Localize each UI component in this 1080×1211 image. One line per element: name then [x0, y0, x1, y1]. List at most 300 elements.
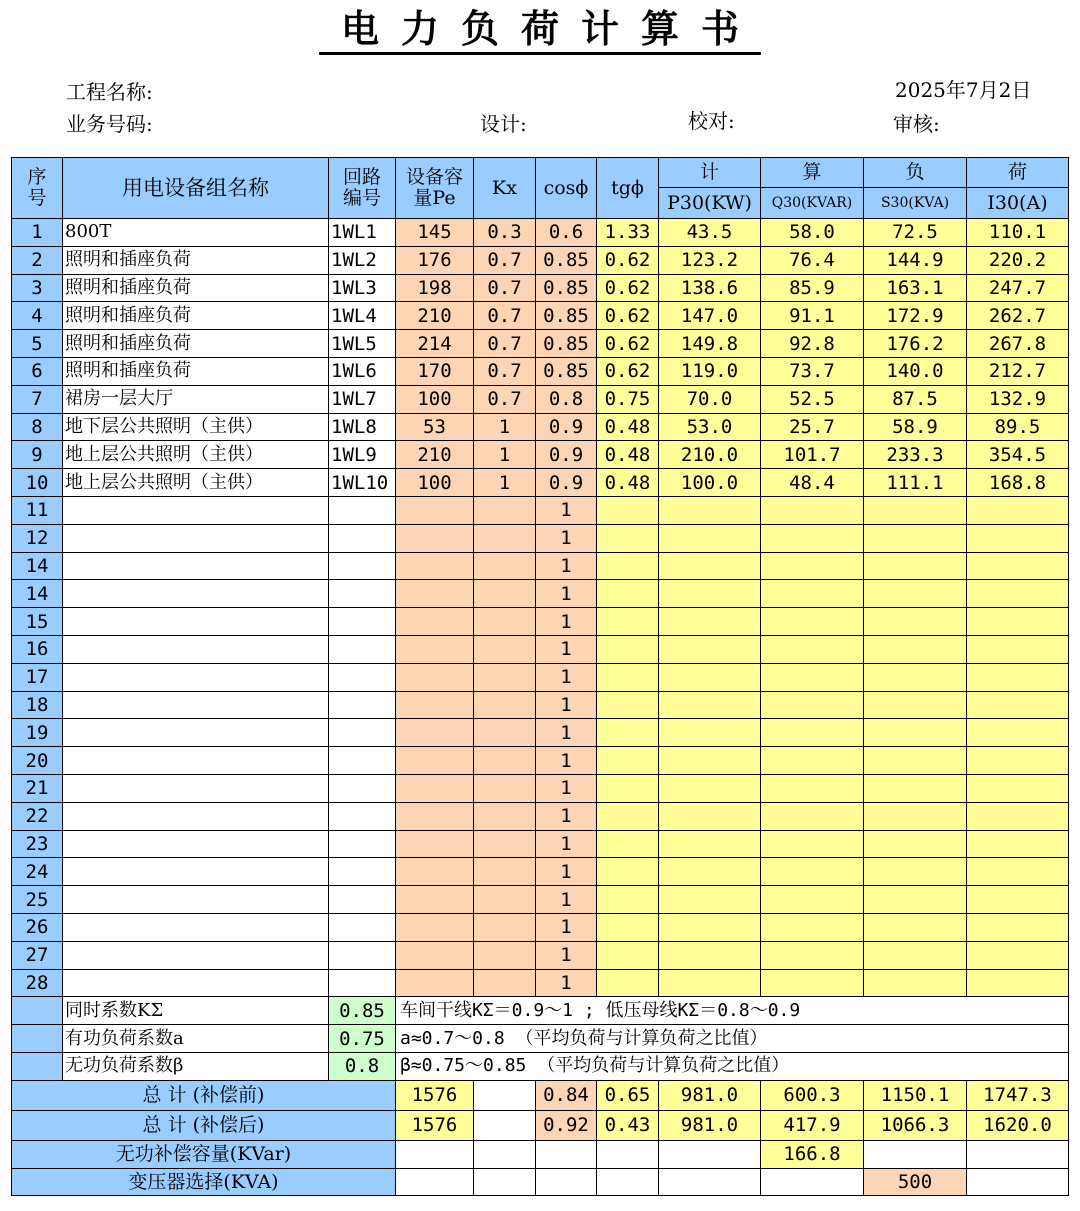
coef-value-alpha: 0.75: [329, 1025, 396, 1053]
cell-q30: [761, 552, 864, 580]
cell-tg: 0.62: [597, 302, 659, 330]
cell-tg: 0.48: [597, 413, 659, 441]
coef-note-beta: β≈0.75～0.85 （平均负荷与计算负荷之比值）: [396, 1052, 1069, 1080]
cell-circuit: [329, 858, 396, 886]
total-after-kx: [474, 1110, 536, 1140]
empty-cell: [761, 1168, 864, 1196]
cell-kx: [474, 747, 536, 775]
cell-kx: [474, 913, 536, 941]
col-header-calc-4: 荷: [967, 158, 1069, 188]
cell-tg: [597, 941, 659, 969]
cell-seq: 2: [12, 246, 63, 274]
total-after-p30: 981.0: [659, 1110, 761, 1140]
cell-cos: 1: [536, 663, 597, 691]
cell-circuit: [329, 913, 396, 941]
cell-kx: [474, 635, 536, 663]
cell-q30: [761, 830, 864, 858]
cell-tg: [597, 691, 659, 719]
table-row: [12, 330, 1069, 358]
cell-q30: [761, 719, 864, 747]
cell-s30: [864, 663, 967, 691]
table-row: [12, 858, 1069, 886]
cell-cos: 1: [536, 830, 597, 858]
cell-seq: 11: [12, 496, 63, 524]
cell-tg: 0.48: [597, 469, 659, 497]
table-row: [12, 941, 1069, 969]
cell-q30: [761, 663, 864, 691]
cell-circuit: 1WL4: [329, 302, 396, 330]
cell-name: [63, 747, 329, 775]
cell-pe: [396, 969, 474, 997]
cell-circuit: [329, 608, 396, 636]
cell-q30: 73.7: [761, 357, 864, 385]
cell-i30: 354.5: [967, 441, 1069, 469]
cell-kx: [474, 969, 536, 997]
cell-tg: [597, 886, 659, 914]
cell-seq: 24: [12, 858, 63, 886]
empty-cell: [474, 1140, 536, 1168]
cell-i30: [967, 830, 1069, 858]
transformer-label: 变压器选择(KVA): [12, 1168, 396, 1196]
cell-q30: [761, 747, 864, 775]
total-after-q30: 417.9: [761, 1110, 864, 1140]
cell-kx: [474, 886, 536, 914]
cell-seq: 20: [12, 747, 63, 775]
cell-p30: [659, 913, 761, 941]
cell-pe: [396, 774, 474, 802]
compensation-value: 166.8: [761, 1140, 864, 1168]
cell-s30: [864, 691, 967, 719]
cell-cos: 0.9: [536, 413, 597, 441]
cell-s30: [864, 552, 967, 580]
cell-circuit: [329, 719, 396, 747]
empty-cell: [659, 1168, 761, 1196]
cell-q30: 85.9: [761, 274, 864, 302]
cell-s30: [864, 608, 967, 636]
total-after-tg: 0.43: [597, 1110, 659, 1140]
cell-s30: [864, 886, 967, 914]
cell-seq: 25: [12, 886, 63, 914]
cell-kx: [474, 663, 536, 691]
cell-p30: 100.0: [659, 469, 761, 497]
cell-cos: 0.6: [536, 219, 597, 247]
cell-p30: [659, 719, 761, 747]
cell-pe: 198: [396, 274, 474, 302]
cell-tg: [597, 608, 659, 636]
cell-i30: 168.8: [967, 469, 1069, 497]
cell-p30: [659, 552, 761, 580]
total-before-label: 总 计 (补偿前): [12, 1080, 396, 1110]
cell-p30: [659, 830, 761, 858]
cell-pe: [396, 663, 474, 691]
cell-cos: 1: [536, 774, 597, 802]
cell-circuit: 1WL10: [329, 469, 396, 497]
cell-name: [63, 496, 329, 524]
cell-i30: [967, 747, 1069, 775]
cell-seq: 16: [12, 635, 63, 663]
cell-tg: [597, 496, 659, 524]
cell-name: [63, 635, 329, 663]
cell-name: [63, 774, 329, 802]
cell-pe: [396, 524, 474, 552]
cell-pe: [396, 858, 474, 886]
table-row: [12, 246, 1069, 274]
cell-pe: [396, 913, 474, 941]
title-text: 电力负荷计算书: [319, 6, 761, 55]
table-row: [12, 496, 1069, 524]
cell-i30: [967, 691, 1069, 719]
cell-q30: [761, 496, 864, 524]
cell-i30: [967, 496, 1069, 524]
total-before-p30: 981.0: [659, 1080, 761, 1110]
cell-q30: [761, 691, 864, 719]
cell-seq: 26: [12, 913, 63, 941]
empty-cell: [536, 1140, 597, 1168]
cell-seq: 12: [12, 524, 63, 552]
empty-cell: [597, 1168, 659, 1196]
cell-cos: 1: [536, 941, 597, 969]
cell-pe: [396, 635, 474, 663]
cell-i30: [967, 524, 1069, 552]
cell-circuit: [329, 969, 396, 997]
cell-p30: [659, 663, 761, 691]
page-title: [0, 6, 1080, 55]
cell-i30: 110.1: [967, 219, 1069, 247]
coef-value-beta: 0.8: [329, 1052, 396, 1080]
cell-i30: 267.8: [967, 330, 1069, 358]
cell-name: [63, 858, 329, 886]
cell-kx: [474, 719, 536, 747]
cell-tg: [597, 524, 659, 552]
empty-cell: [536, 1168, 597, 1196]
col-header-s30: S30(KVA): [864, 188, 967, 219]
cell-kx: [474, 941, 536, 969]
cell-seq: 10: [12, 469, 63, 497]
cell-s30: [864, 858, 967, 886]
cell-q30: 91.1: [761, 302, 864, 330]
cell-pe: 214: [396, 330, 474, 358]
cell-cos: 1: [536, 913, 597, 941]
cell-tg: [597, 635, 659, 663]
cell-tg: [597, 552, 659, 580]
total-after-pe: 1576: [396, 1110, 474, 1140]
cell-i30: [967, 719, 1069, 747]
cell-kx: [474, 552, 536, 580]
cell-name: [63, 886, 329, 914]
project-name-label: 工程名称:: [66, 80, 153, 104]
cell-i30: [967, 858, 1069, 886]
cell-q30: [761, 886, 864, 914]
cell-p30: [659, 747, 761, 775]
cell-name: 照明和插座负荷: [63, 274, 329, 302]
cell-seq: 3: [12, 274, 63, 302]
transformer-value: 500: [864, 1168, 967, 1196]
cell-circuit: [329, 747, 396, 775]
cell-s30: [864, 524, 967, 552]
cell-circuit: [329, 830, 396, 858]
total-before-pe: 1576: [396, 1080, 474, 1110]
cell-name: [63, 608, 329, 636]
cell-q30: [761, 580, 864, 608]
cell-seq: 7: [12, 385, 63, 413]
cell-cos: 0.8: [536, 385, 597, 413]
cell-name: 地上层公共照明（主供）: [63, 441, 329, 469]
cell-kx: [474, 830, 536, 858]
cell-pe: 210: [396, 441, 474, 469]
business-number-label: 业务号码:: [66, 112, 153, 136]
cell-circuit: [329, 691, 396, 719]
cell-tg: [597, 802, 659, 830]
cell-s30: 144.9: [864, 246, 967, 274]
cell-q30: 48.4: [761, 469, 864, 497]
cell-pe: [396, 941, 474, 969]
cell-circuit: [329, 941, 396, 969]
cell-s30: [864, 802, 967, 830]
cell-cos: 0.85: [536, 274, 597, 302]
empty-cell: [864, 1140, 967, 1168]
cell-seq: 19: [12, 719, 63, 747]
cell-i30: [967, 802, 1069, 830]
cell-name: 照明和插座负荷: [63, 302, 329, 330]
table-row: [12, 441, 1069, 469]
cell-s30: 172.9: [864, 302, 967, 330]
table-row: [12, 774, 1069, 802]
cell-circuit: 1WL1: [329, 219, 396, 247]
cell-p30: 149.8: [659, 330, 761, 358]
total-after-label: 总 计 (补偿后): [12, 1110, 396, 1140]
cell-name: 800T: [63, 219, 329, 247]
cell-name: 地上层公共照明（主供）: [63, 469, 329, 497]
cell-q30: [761, 802, 864, 830]
cell-tg: [597, 719, 659, 747]
cell-cos: 1: [536, 719, 597, 747]
cell-cos: 1: [536, 524, 597, 552]
cell-q30: 58.0: [761, 219, 864, 247]
cell-kx: 0.7: [474, 246, 536, 274]
cell-circuit: [329, 635, 396, 663]
cell-circuit: 1WL5: [329, 330, 396, 358]
table-row: [12, 969, 1069, 997]
cell-i30: [967, 913, 1069, 941]
cell-pe: 100: [396, 385, 474, 413]
cell-p30: [659, 496, 761, 524]
cell-tg: [597, 747, 659, 775]
cell-s30: [864, 969, 967, 997]
cell-s30: [864, 774, 967, 802]
cell-seq: 4: [12, 302, 63, 330]
cell-p30: [659, 524, 761, 552]
cell-cos: 1: [536, 635, 597, 663]
cell-s30: [864, 496, 967, 524]
table-row: [12, 524, 1069, 552]
cell-pe: 100: [396, 469, 474, 497]
col-header-calc-3: 负: [864, 158, 967, 188]
col-header-q30: Q30(KVAR): [761, 188, 864, 219]
coef-note-alpha: a≈0.7～0.8 （平均负荷与计算负荷之比值）: [396, 1025, 1069, 1053]
cell-kx: [474, 774, 536, 802]
col-header-calc-1: 计: [659, 158, 761, 188]
cell-i30: [967, 552, 1069, 580]
cell-circuit: [329, 886, 396, 914]
table-row: [12, 691, 1069, 719]
cell-circuit: [329, 580, 396, 608]
col-header-p30: P30(KW): [659, 188, 761, 219]
table-row: [12, 608, 1069, 636]
cell-kx: [474, 691, 536, 719]
cell-i30: [967, 608, 1069, 636]
cell-cos: 0.85: [536, 357, 597, 385]
load-calculation-table: [11, 157, 1069, 1196]
check-label: 校对:: [688, 109, 735, 133]
cell-p30: 138.6: [659, 274, 761, 302]
cell-pe: [396, 496, 474, 524]
cell-seq: 15: [12, 608, 63, 636]
cell-tg: [597, 913, 659, 941]
cell-i30: 212.7: [967, 357, 1069, 385]
cell-tg: 0.48: [597, 441, 659, 469]
date-text: 2025年7月2日: [895, 78, 1032, 102]
cell-p30: 123.2: [659, 246, 761, 274]
table-row: [12, 219, 1069, 247]
cell-name: 照明和插座负荷: [63, 330, 329, 358]
cell-q30: 92.8: [761, 330, 864, 358]
cell-p30: 53.0: [659, 413, 761, 441]
cell-i30: [967, 941, 1069, 969]
cell-i30: 262.7: [967, 302, 1069, 330]
col-header-tg: tgϕ: [597, 158, 659, 219]
cell-name: [63, 830, 329, 858]
cell-i30: 220.2: [967, 246, 1069, 274]
cell-name: [63, 691, 329, 719]
table-row: [12, 413, 1069, 441]
cell-p30: 119.0: [659, 357, 761, 385]
table-row: [12, 385, 1069, 413]
empty-cell: [396, 1168, 474, 1196]
coef-note-k-sigma: 车间干线KΣ＝0.9～1 ; 低压母线KΣ＝0.8～0.9: [396, 997, 1069, 1025]
cell-i30: [967, 774, 1069, 802]
cell-tg: 1.33: [597, 219, 659, 247]
coef-value-k-sigma: 0.85: [329, 997, 396, 1025]
table-row: [12, 913, 1069, 941]
cell-q30: 76.4: [761, 246, 864, 274]
cell-pe: [396, 719, 474, 747]
cell-seq: 28: [12, 969, 63, 997]
cell-seq: 9: [12, 441, 63, 469]
cell-pe: [396, 886, 474, 914]
table-row: [12, 274, 1069, 302]
cell-p30: 210.0: [659, 441, 761, 469]
cell-name: [63, 969, 329, 997]
cell-q30: [761, 913, 864, 941]
cell-name: [63, 802, 329, 830]
cell-seq: 27: [12, 941, 63, 969]
cell-kx: 1: [474, 469, 536, 497]
coef-label-alpha: 有功负荷系数a: [63, 1025, 329, 1053]
cell-s30: [864, 913, 967, 941]
cell-kx: [474, 496, 536, 524]
cell-tg: [597, 580, 659, 608]
coef-row-spacer: [12, 997, 63, 1025]
cell-cos: 0.85: [536, 246, 597, 274]
cell-pe: 210: [396, 302, 474, 330]
cell-cos: 1: [536, 858, 597, 886]
cell-circuit: 1WL6: [329, 357, 396, 385]
cell-circuit: [329, 496, 396, 524]
cell-p30: [659, 635, 761, 663]
cell-seq: 1: [12, 219, 63, 247]
cell-tg: 0.62: [597, 330, 659, 358]
cell-name: [63, 941, 329, 969]
cell-s30: [864, 941, 967, 969]
table-row: [12, 357, 1069, 385]
coef-row-spacer: [12, 1025, 63, 1053]
table-row: [12, 635, 1069, 663]
cell-p30: 70.0: [659, 385, 761, 413]
cell-q30: 52.5: [761, 385, 864, 413]
cell-cos: 1: [536, 802, 597, 830]
total-before-tg: 0.65: [597, 1080, 659, 1110]
cell-p30: [659, 608, 761, 636]
cell-circuit: 1WL9: [329, 441, 396, 469]
summary-section: [12, 997, 1069, 1196]
cell-s30: 140.0: [864, 357, 967, 385]
cell-q30: [761, 774, 864, 802]
cell-circuit: 1WL3: [329, 274, 396, 302]
table-row: [12, 302, 1069, 330]
cell-q30: 25.7: [761, 413, 864, 441]
cell-tg: [597, 774, 659, 802]
cell-seq: 14: [12, 580, 63, 608]
cell-s30: [864, 747, 967, 775]
cell-tg: 0.75: [597, 385, 659, 413]
col-header-kx: Kx: [474, 158, 536, 219]
cell-tg: 0.62: [597, 357, 659, 385]
cell-circuit: [329, 552, 396, 580]
cell-tg: 0.62: [597, 246, 659, 274]
cell-name: [63, 524, 329, 552]
coef-label-beta: 无功负荷系数β: [63, 1052, 329, 1080]
cell-seq: 17: [12, 663, 63, 691]
cell-q30: [761, 969, 864, 997]
total-before-kx: [474, 1080, 536, 1110]
empty-cell: [967, 1168, 1069, 1196]
empty-cell: [474, 1168, 536, 1196]
compensation-label: 无功补偿容量(KVar): [12, 1140, 396, 1168]
cell-i30: [967, 886, 1069, 914]
cell-seq: 6: [12, 357, 63, 385]
cell-name: 照明和插座负荷: [63, 246, 329, 274]
cell-circuit: 1WL2: [329, 246, 396, 274]
cell-cos: 1: [536, 496, 597, 524]
cell-s30: 233.3: [864, 441, 967, 469]
cell-s30: 87.5: [864, 385, 967, 413]
coef-row-spacer: [12, 1052, 63, 1080]
cell-cos: 0.85: [536, 302, 597, 330]
cell-circuit: [329, 802, 396, 830]
cell-tg: [597, 663, 659, 691]
cell-p30: [659, 941, 761, 969]
col-header-calc-2: 算: [761, 158, 864, 188]
cell-pe: 145: [396, 219, 474, 247]
empty-cell: [967, 1140, 1069, 1168]
cell-p30: [659, 858, 761, 886]
cell-tg: 0.62: [597, 274, 659, 302]
cell-kx: 0.7: [474, 302, 536, 330]
cell-pe: 170: [396, 357, 474, 385]
cell-name: 地下层公共照明（主供）: [63, 413, 329, 441]
cell-name: [63, 719, 329, 747]
cell-tg: [597, 858, 659, 886]
